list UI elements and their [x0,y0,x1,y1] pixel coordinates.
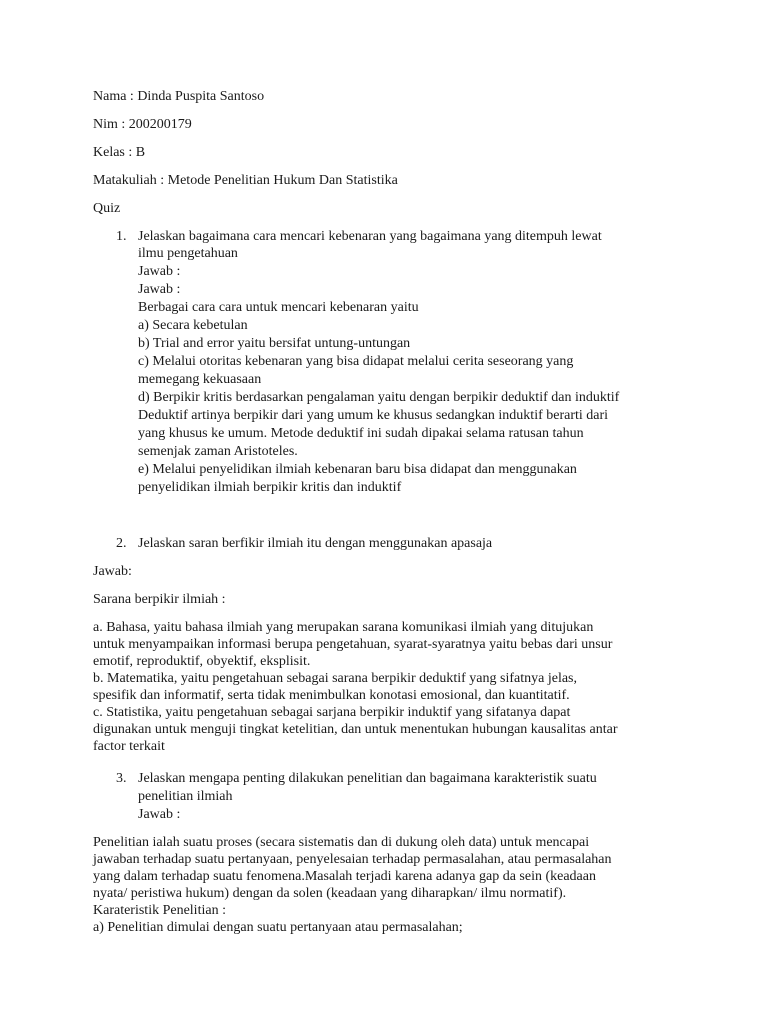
q3-line: Jawab : [138,807,181,822]
q1-line: ilmu pengetahuan [138,246,238,261]
q2-jawab: Jawab: [93,564,132,579]
student-class: Kelas : B [93,145,146,160]
q1-line: a) Secara kebetulan [138,318,248,333]
q2-number: 2. [116,536,127,551]
student-nim: Nim : 200200179 [93,117,192,132]
q2-line: b. Matematika, yaitu pengetahuan sebagai sarana berpikir deduktif yang sifatnya jelas, [93,671,577,686]
q2-line: emotif, reproduktif, obyektif, eksplisit. [93,654,311,669]
q2-line: c. Statistika, yaitu pengetahuan sebagai sarjana berpikir induktif yang sifatanya dapat [93,705,571,720]
q1-line: Deduktif artinya berpikir dari yang umum ke khusus sedangkan induktif berarti dari [138,408,609,423]
q1-line: Berbagai cara cara untuk mencari kebenaran yaitu [138,300,419,315]
q3-line: penelitian ilmiah [138,789,233,804]
q1-line: d) Berpikir kritis berdasarkan pengalaman yaitu dengan berpikir deduktif dan induktif [138,390,620,405]
q3-answer-line: a) Penelitian dimulai dengan suatu pertanyaan atau permasalahan; [93,920,463,935]
q3-answer-line: Penelitian ialah suatu proses (secara sistematis dan di dukung oleh data) untuk mencapai [93,835,590,850]
q1-line: Jawab : [138,264,181,279]
q1-line: yang khusus ke umum. Metode deduktif ini sudah dipakai selama ratusan tahun [138,426,584,441]
q1-line: penyelidikan ilmiah berpikir kritis dan induktif [138,480,402,495]
q2-intro: Sarana berpikir ilmiah : [93,592,226,607]
q1-number: 1. [116,229,127,244]
q2-question: Jelaskan saran berfikir ilmiah itu dengan menggunakan apasaja [138,536,493,551]
q1-line: e) Melalui penyelidikan ilmiah kebenaran baru bisa didapat dan menggunakan [138,462,577,477]
course-name: Matakuliah : Metode Penelitian Hukum Dan Statistika [93,173,398,188]
q2-line: a. Bahasa, yaitu bahasa ilmiah yang merupakan sarana komunikasi ilmiah yang ditujukan [93,620,594,635]
q1-line: Jelaskan bagaimana cara mencari kebenaran yang bagaimana yang ditempuh lewat [138,229,602,244]
q3-number: 3. [116,771,127,786]
q2-line: untuk menyampaikan informasi berupa pengetahuan, syarat-syaratnya yaitu bebas dari unsur [93,637,613,652]
q3-answer-line: yang dalam terhadap suatu fenomena.Masalah terjadi karena adanya gap da sein (keadaan [93,869,596,884]
student-name: Nama : Dinda Puspita Santoso [93,89,265,104]
q3-line: Jelaskan mengapa penting dilakukan penelitian dan bagaimana karakteristik suatu [138,771,597,786]
q1-line: Jawab : [138,282,181,297]
q1-line: memegang kekuasaan [138,372,262,387]
q3-answer-line: Karateristik Penelitian : [93,903,226,918]
q2-line: spesifik dan informatif, serta tidak menimbulkan konotasi emosional, dan kuantitatif. [93,688,570,703]
q2-line: digunakan untuk menguji tingkat ketelitian, dan untuk menentukan hubungan kausalitas antar [93,722,618,737]
quiz-label: Quiz [93,201,121,216]
q3-answer-line: nyata/ peristiwa hukum) dengan da solen (keadaan yang diharapkan/ ilmu normatif). [93,886,567,901]
q1-line: c) Melalui otoritas kebenaran yang bisa didapat melalui cerita seseorang yang [138,354,574,369]
q1-line: semenjak zaman Aristoteles. [138,444,298,459]
q2-line: factor terkait [93,739,165,754]
q1-line: b) Trial and error yaitu bersifat untung-untungan [138,336,411,351]
q3-answer-line: jawaban terhadap suatu pertanyaan, penyelesaian terhadap permasalahan, atau permasalahan [93,852,612,867]
